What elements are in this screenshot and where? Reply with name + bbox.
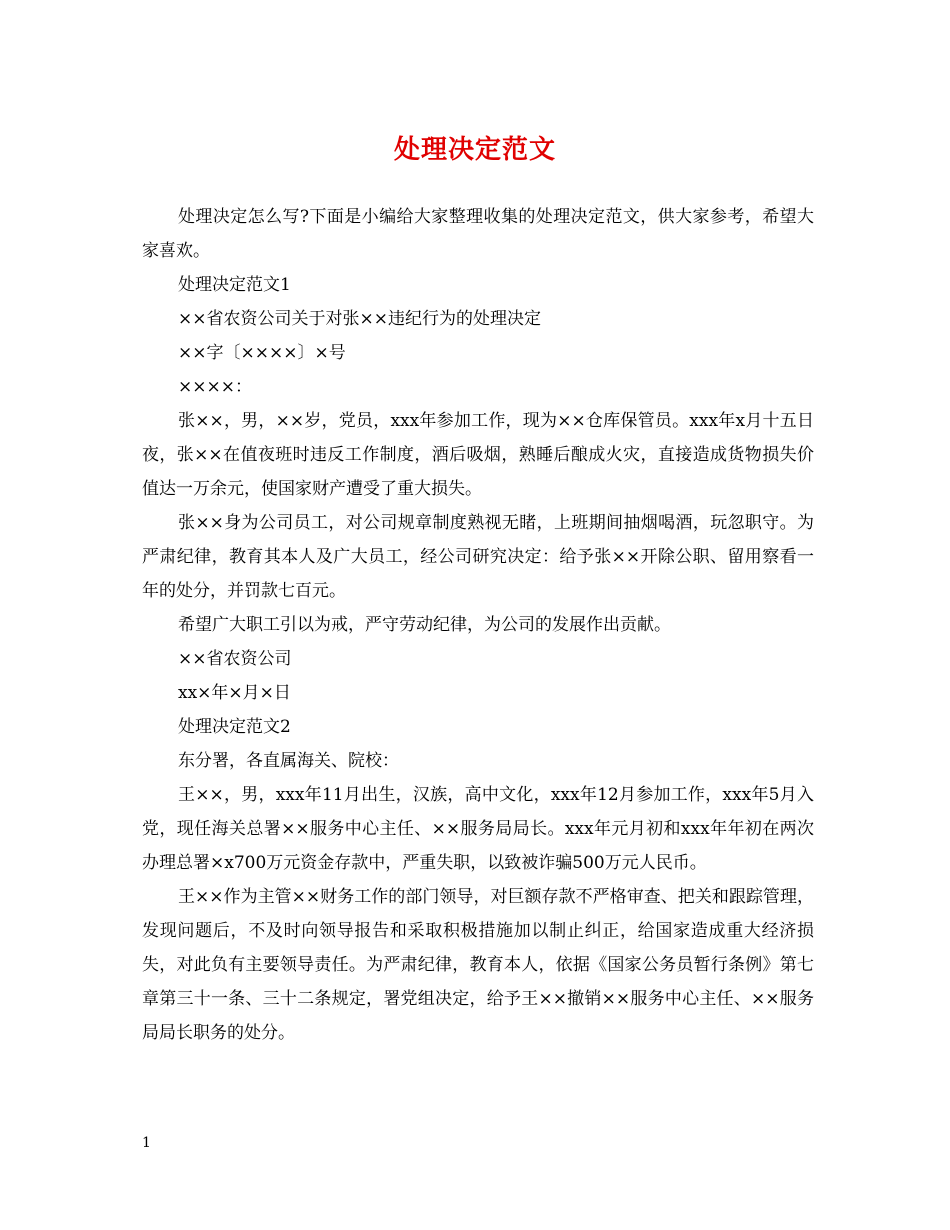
recipient: ××××： [178,377,252,397]
signature-org: ××省农资公司 [178,649,292,669]
page-number: 1 [142,1135,151,1151]
body-paragraph: 王××，男，xxx年11月出生，汉族，高中文化，xxx年12月参加工作，xxx年5月入党，现任海关总署××服务中心主任、××服务局局长。xxx年元月初和xxx年年初在两次办理总署×x700万元资金存款中，严重失职，以致被诈骗500万元人民币。 [142,785,814,873]
document-body [142,200,814,1050]
body-paragraph: 王××作为主管××财务工作的部门领导，对巨额存款不严格审查、把关和跟踪管理，发现问题后，不及时向领导报告和采取积极措施加以制止纠正，给国家造成重大经济损失，对此负有主要领导责任。为严肃纪律，教育本人，依据《国家公务员暂行条例》第七章第三十一条、三十二条规定，署党组决定，给予王××撤销××服务中心主任、××服务局局长职务的处分。 [142,887,814,1043]
recipient: 东分署，各直属海关、院校： [178,751,399,771]
signature-date: xx×年×月×日 [178,683,291,703]
section-heading-1: 处理决定范文1 [178,275,291,295]
body-paragraph: 张××身为公司员工，对公司规章制度熟视无睹，上班期间抽烟喝酒，玩忽职守。为严肃纪律，教育其本人及广大员工，经公司研究决定：给予张××开除公职、留用察看一年的处分，并罚款七百元。 [142,513,814,601]
body-paragraph: 希望广大职工引以为戒，严守劳动纪律，为公司的发展作出贡献。 [178,615,671,635]
intro-paragraph: 处理决定怎么写?下面是小编给大家整理收集的处理决定范文，供大家参考，希望大家喜欢。 [142,207,814,261]
document-number: ××字〔××××〕×号 [178,343,346,363]
section-heading-2: 处理决定范文2 [178,717,291,737]
document-title: 处理决定范文 [393,135,556,165]
body-paragraph: 张××，男，××岁，党员，xxx年参加工作，现为××仓库保管员。xxx年x月十五日夜，张××在值夜班时违反工作制度，酒后吸烟，熟睡后酿成火灾，直接造成货物损失价值达一万余元，使国家财产遭受了重大损失。 [142,411,814,499]
decision-title: ××省农资公司关于对张××违纪行为的处理决定 [178,309,541,329]
